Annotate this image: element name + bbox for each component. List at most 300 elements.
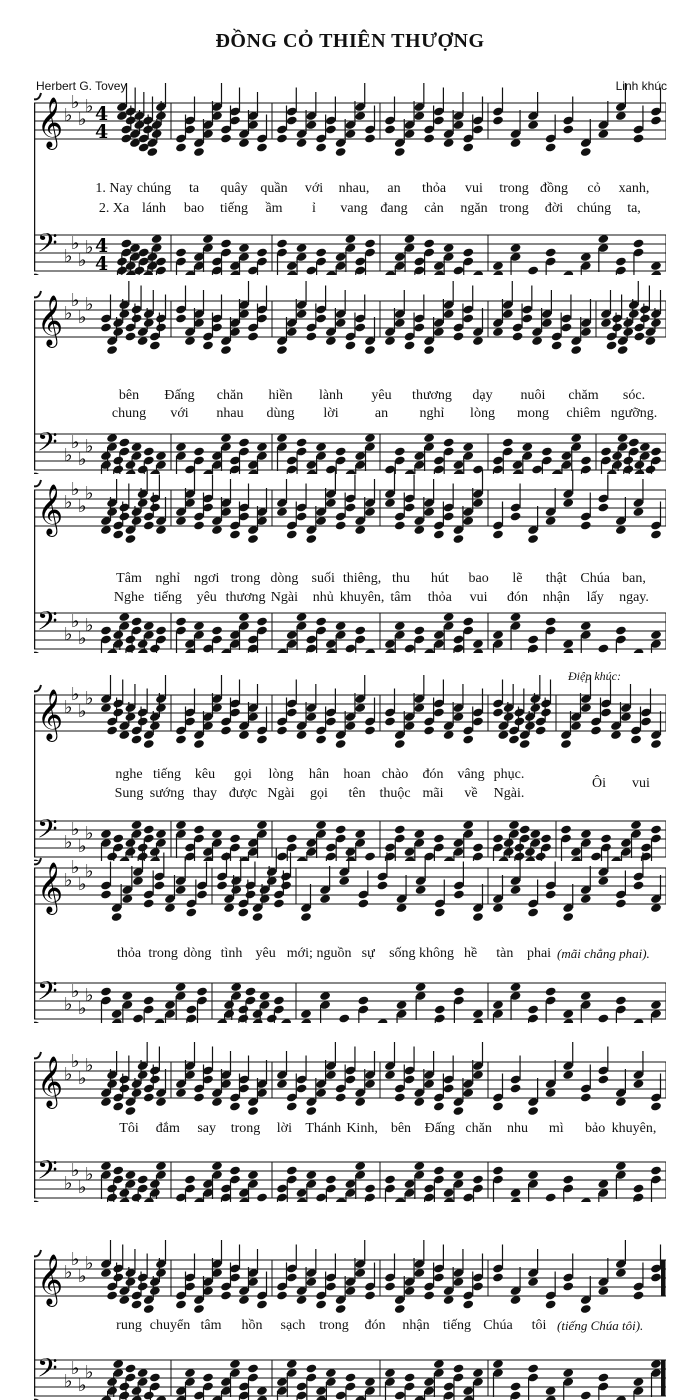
note-head (413, 256, 425, 266)
flat-icon: ♭ (78, 1266, 87, 1287)
note-head (364, 133, 376, 143)
note-head (211, 625, 223, 635)
note-head (143, 898, 155, 908)
lyric-line-1 (34, 1318, 666, 1336)
treble-measure-notes (175, 281, 268, 355)
treble-measure-notes (216, 848, 292, 922)
note-head (527, 907, 539, 917)
lyric-syllable: tiếng (153, 590, 182, 605)
note-head (220, 133, 232, 143)
treble-measure-notes (175, 1240, 268, 1314)
note-head (125, 1106, 137, 1116)
lyric-syllable: chuyển (149, 1318, 191, 1333)
lyric-syllable: Ngài (267, 786, 295, 801)
note-head (345, 340, 357, 350)
flat-icon: ♭ (71, 233, 80, 254)
note-head (175, 313, 187, 323)
flat-icon: ♭ (64, 246, 73, 267)
note-head (175, 1299, 187, 1309)
note-head (540, 833, 552, 843)
lyric-syllable: thiêng, (342, 571, 382, 586)
flat-icon: ♭ (78, 628, 87, 649)
flat-icon: ♭ (64, 1371, 73, 1392)
note-head (305, 331, 317, 341)
lyric-syllable: Tôi (119, 1121, 139, 1136)
note-head (112, 1165, 124, 1175)
note-head (633, 880, 645, 890)
note-head (600, 833, 612, 843)
note-head (118, 1381, 130, 1391)
lyric-syllable: hoan (343, 767, 371, 782)
note-head (453, 1106, 465, 1116)
note-head (472, 1281, 484, 1291)
lyric-syllable: nhu (506, 1121, 528, 1136)
note-head (315, 142, 327, 152)
note-head (433, 455, 445, 465)
lyric-syllable: ngưỡng. (610, 406, 658, 421)
note-head (423, 238, 435, 248)
note-head (622, 455, 634, 465)
lyric-syllable: rung (116, 1318, 142, 1333)
note-head (345, 1372, 357, 1382)
lyric-syllable: thỏa (116, 946, 142, 961)
note-head (256, 616, 268, 626)
lyric-syllable: chúng (136, 181, 172, 196)
treble-measure-notes (100, 470, 167, 544)
note-head (315, 313, 327, 323)
note-head (273, 995, 285, 1005)
note-head (106, 1183, 118, 1193)
note-head (345, 502, 357, 512)
note-head (462, 142, 474, 152)
note-head (492, 1101, 504, 1111)
note-head (256, 1201, 268, 1202)
note-head (650, 529, 662, 539)
lyric-syllable: kêu (194, 767, 216, 782)
lyric-line-1 (34, 1121, 666, 1139)
flat-icon: ♭ (78, 496, 87, 517)
note-head (256, 734, 268, 744)
lyric-syllable: bên (118, 388, 140, 403)
note-head (453, 986, 465, 996)
note-head (196, 889, 208, 899)
bass-measure-notes (175, 433, 268, 474)
note-head (155, 625, 167, 635)
note-head (118, 1083, 130, 1093)
note-head (143, 824, 155, 834)
flat-icon: ♭ (71, 92, 80, 113)
treble-clef-icon: 𝄞 (37, 689, 64, 740)
note-head (237, 907, 249, 917)
note-head (256, 1299, 268, 1309)
note-head (335, 1092, 347, 1102)
lyric-syllable: nghỉ (419, 406, 445, 421)
lyric-syllable: Thánh (305, 1121, 342, 1136)
lyric-syllable: Sung (114, 786, 144, 801)
lyric-syllable: nuôi (520, 388, 546, 403)
lyric-syllable: tình (220, 946, 243, 961)
bass-measure-notes (600, 433, 662, 474)
lyric-syllable: yêu (371, 388, 392, 403)
note-head (394, 739, 406, 749)
lyric-syllable: tiếng (443, 1318, 471, 1333)
note-head (510, 1381, 522, 1391)
lyric-syllable: vui (465, 181, 483, 196)
note-head (513, 716, 525, 726)
flat-icon: ♭ (85, 1164, 94, 1185)
flat-icon: ♭ (71, 611, 80, 632)
flat-icon: ♭ (64, 1262, 73, 1283)
lyric-syllable: an (387, 181, 401, 196)
note-head (111, 912, 123, 922)
treble-measure-notes (384, 1042, 484, 1116)
note-head (143, 520, 155, 530)
note-head (100, 986, 112, 996)
note-head (541, 446, 553, 456)
flat-icon: ♭ (85, 96, 94, 117)
note-head (443, 1083, 455, 1093)
flat-icon: ♭ (71, 432, 80, 453)
lyric-syllable: chiêm (566, 406, 601, 421)
bass-measure-notes (276, 433, 376, 474)
refrain-label: Điệp khúc: (568, 669, 621, 683)
note-head (305, 265, 317, 275)
note-head (640, 716, 652, 726)
note-head (384, 1174, 396, 1184)
bass-measure-notes (492, 1161, 662, 1202)
note-head (364, 345, 376, 355)
lyric-syllable: trong (230, 571, 261, 586)
note-head (193, 520, 205, 530)
treble-measure-notes (492, 1042, 662, 1116)
lyric-syllable: chăn (216, 388, 244, 403)
note-head (462, 1192, 474, 1202)
flat-icon: ♭ (71, 1358, 80, 1379)
lyric-line-2 (34, 201, 666, 219)
lyric-syllable: ngơi (194, 571, 220, 586)
flat-icon: ♭ (64, 624, 73, 645)
lyric-syllable: mới; (286, 946, 313, 961)
note-head (562, 1174, 574, 1184)
flat-icon: ♭ (64, 994, 73, 1015)
note-head (580, 147, 592, 157)
note-head (527, 265, 539, 275)
note-head (106, 725, 118, 735)
treble-measure-notes (492, 1240, 662, 1314)
note-head (433, 1165, 445, 1175)
note-head (492, 115, 504, 125)
note-head (345, 652, 357, 653)
flat-icon: ♭ (85, 823, 94, 844)
note-head (100, 889, 112, 899)
flat-icon: ♭ (78, 1177, 87, 1198)
note-head (597, 502, 609, 512)
note-head (492, 455, 504, 465)
note-head (453, 331, 465, 341)
lyric-syllable: trong (148, 946, 178, 961)
note-head (175, 142, 187, 152)
note-head (155, 322, 167, 332)
bass-measure-notes (384, 1359, 484, 1400)
lyric-syllable: tiếng (220, 201, 248, 216)
note-head (325, 1174, 337, 1184)
treble-measure-notes (175, 675, 268, 749)
lyric-syllable: trong (499, 181, 529, 196)
note-head (276, 1183, 288, 1193)
lyric-syllable: bảo (585, 1121, 606, 1136)
note-head (193, 1092, 205, 1102)
note-head (580, 1390, 592, 1400)
flat-icon: ♭ (71, 981, 80, 1002)
treble-measure-notes (492, 675, 552, 749)
bass-measure-notes (492, 433, 592, 474)
note-head (472, 912, 484, 922)
note-head (404, 643, 416, 653)
lyric-syllable: Ngài (270, 590, 298, 605)
lyric-syllable: Ôi (592, 776, 606, 791)
note-head (597, 1074, 609, 1084)
lyric-syllable: chung (111, 406, 147, 421)
note-head (338, 1013, 350, 1023)
lyric-syllable: tiếng (153, 767, 181, 782)
flat-icon: ♭ (78, 250, 87, 271)
lyric-syllable: trong (319, 1318, 349, 1333)
note-head (597, 1022, 609, 1023)
lyric-syllable: sự (361, 946, 375, 961)
note-head (325, 716, 337, 726)
note-head (325, 1281, 337, 1291)
note-head (149, 652, 161, 653)
note-head (394, 824, 406, 834)
note-head (300, 912, 312, 922)
flat-icon: ♭ (78, 998, 87, 1019)
note-head (273, 898, 285, 908)
lyric-syllable: xanh, (618, 181, 650, 196)
note-head (149, 340, 161, 350)
lyric-syllable: dạy (472, 388, 493, 403)
note-head (175, 616, 187, 626)
bass-measure-notes (276, 612, 376, 653)
note-head (615, 995, 627, 1005)
note-head (472, 716, 484, 726)
note-head (132, 1022, 144, 1023)
lyric-syllable: hân (308, 767, 330, 782)
lyric-syllable: 1. Nay (95, 181, 133, 196)
lyric-syllable: Chúa (483, 1318, 513, 1333)
treble-measure-notes (276, 83, 376, 157)
flat-icon: ♭ (85, 237, 94, 258)
note-head (570, 345, 582, 355)
note-head (305, 274, 317, 275)
flat-icon: ♭ (71, 1160, 80, 1181)
note-head (315, 1201, 327, 1202)
bass-clef-icon: 𝄢 (37, 1154, 58, 1192)
note-head (315, 616, 327, 626)
flat-icon: ♭ (78, 701, 87, 722)
note-head (112, 529, 124, 539)
lyric-line-2 (34, 590, 666, 608)
note-head (193, 1304, 205, 1314)
note-head (137, 1281, 149, 1291)
note-head (545, 1192, 557, 1202)
note-head (364, 1183, 376, 1193)
note-head (335, 520, 347, 530)
lyric-syllable: lòng (268, 767, 294, 782)
lyric-syllable: đón (364, 1318, 386, 1333)
note-head (443, 511, 455, 521)
note-head (256, 247, 268, 257)
treble-measure-notes (100, 848, 208, 922)
note-head (600, 707, 612, 717)
system-2 (34, 281, 666, 474)
note-head (315, 247, 327, 257)
note-head (238, 437, 250, 447)
flat-icon: ♭ (64, 870, 73, 891)
lyric-syllable: thỏa (421, 181, 447, 196)
lyric-syllable: quần (260, 181, 288, 196)
lyric-syllable: ỉ (312, 201, 316, 216)
lyric-syllable: ầm (265, 201, 283, 216)
note-head (413, 322, 425, 332)
system-5 (34, 848, 666, 1023)
lyric-syllable: chăn (465, 1121, 492, 1136)
note-head (193, 147, 205, 157)
bass-measure-notes (175, 234, 268, 275)
note-head (315, 734, 327, 744)
lyric-line-2 (34, 406, 666, 424)
treble-measure-notes (276, 1240, 376, 1314)
note-head (131, 1201, 143, 1202)
note-head (540, 707, 552, 717)
lyric-syllable: ban, (622, 571, 646, 586)
lyric-syllable: đón (506, 590, 528, 605)
note-head (510, 511, 522, 521)
note-head (611, 322, 623, 332)
bass-measure-notes (175, 612, 268, 653)
note-head (286, 1101, 298, 1111)
lyric-syllable: gọi (234, 767, 252, 782)
note-head (305, 1106, 317, 1116)
lyric-syllable: mong (517, 406, 549, 421)
note-head (394, 446, 406, 456)
note-head (256, 142, 268, 152)
note-head (433, 1101, 445, 1111)
note-head (175, 734, 187, 744)
lyric-syllable: hiền (268, 388, 293, 403)
lyric-syllable: chào (381, 767, 409, 782)
note-head (462, 313, 474, 323)
lyric-syllable: lẽ (512, 571, 523, 586)
note-head (453, 265, 465, 275)
lyric-syllable: phai (526, 946, 552, 961)
note-head (175, 247, 187, 257)
note-head (633, 133, 645, 143)
note-head (433, 115, 445, 125)
note-head (131, 734, 143, 744)
note-head (286, 455, 298, 465)
system-1 (34, 83, 666, 275)
note-head (580, 520, 592, 530)
note-head (137, 716, 149, 726)
lyric-syllable: hồn (241, 1318, 263, 1333)
note-head (512, 331, 524, 341)
note-head (220, 345, 232, 355)
lyric-syllable: khuyên, (339, 590, 385, 605)
bass-measure-notes (384, 612, 484, 653)
lyric-syllable: sống (389, 946, 416, 961)
note-head (453, 889, 465, 899)
treble-clef-icon: 𝄞 (37, 1056, 64, 1107)
bass-measure-notes (276, 234, 376, 275)
lyric-syllable: thương (412, 388, 452, 403)
note-head (562, 912, 574, 922)
lyric-syllable: quây (220, 181, 248, 196)
bass-measure-notes (100, 612, 167, 653)
bass-measure-notes (216, 982, 292, 1023)
lyric-syllable: suối (311, 571, 335, 586)
note-head (527, 1106, 539, 1116)
note-head (364, 725, 376, 735)
note-head (423, 725, 435, 735)
flat-icon: ♭ (71, 857, 80, 878)
note-head (545, 616, 557, 626)
flat-icon: ♭ (71, 290, 80, 311)
flat-icon: ♭ (64, 105, 73, 126)
lyric-line-1 (34, 946, 666, 964)
note-head (434, 907, 446, 917)
bass-measure-notes (492, 234, 662, 275)
flat-icon: ♭ (78, 109, 87, 130)
treble-measure-notes (384, 281, 484, 355)
note-head (247, 1106, 259, 1116)
treble-measure-notes (276, 675, 376, 749)
note-head (423, 133, 435, 143)
note-head (561, 322, 573, 332)
lyric-syllable: sướng (149, 786, 185, 801)
bass-measure-notes (175, 1359, 268, 1400)
note-head (545, 889, 557, 899)
note-head (286, 1165, 298, 1175)
note-head (527, 274, 539, 275)
lyric-line-1 (34, 388, 666, 406)
bass-measure-notes (100, 1359, 167, 1400)
note-head (286, 529, 298, 539)
treble-clef-icon: 𝄞 (37, 97, 64, 148)
note-head (639, 313, 651, 323)
note-head (118, 437, 130, 447)
note-head (527, 1004, 539, 1014)
note-head (305, 534, 317, 544)
note-head (597, 643, 609, 653)
note-head (560, 739, 572, 749)
lyric-syllable: đang (380, 201, 408, 216)
treble-clef-icon: 𝄞 (37, 295, 64, 346)
lyric-syllable: Tâm (116, 571, 142, 586)
note-head (433, 833, 445, 843)
note-head (252, 912, 264, 922)
note-head (394, 1390, 406, 1400)
lyric-syllable: trong (230, 1121, 261, 1136)
lyric-syllable: dùng (266, 406, 295, 421)
note-head (545, 986, 557, 996)
lyric-syllable: ta, (627, 201, 641, 216)
flat-icon: ♭ (78, 449, 87, 470)
note-head (305, 1363, 317, 1373)
lyric-syllable: cỏ (587, 181, 601, 196)
note-head (580, 1092, 592, 1102)
lyric-syllable: lòng (470, 406, 495, 421)
note-head (131, 1299, 143, 1309)
